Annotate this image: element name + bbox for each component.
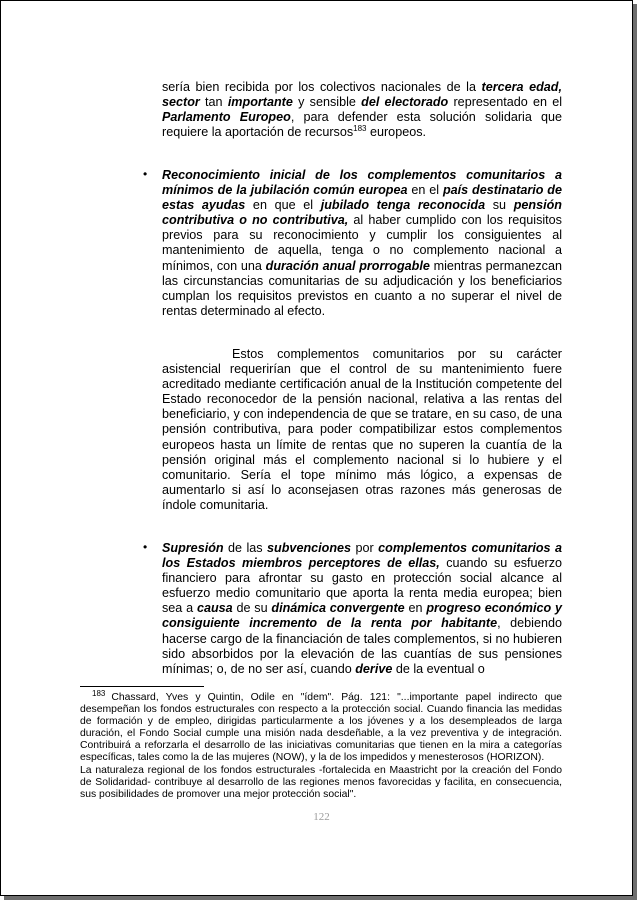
text-run: de las xyxy=(223,541,268,555)
paragraph-continuation xyxy=(162,80,562,140)
footnote-number-label: 183 xyxy=(92,689,106,698)
text-run: por xyxy=(351,541,379,555)
emphasis-run: complementos comunitarios a los Estados miembros perceptores de ellas, xyxy=(162,541,563,571)
emphasis-run: dinámica convergente xyxy=(271,601,405,616)
text-run: en xyxy=(404,601,427,616)
bullet-icon: • xyxy=(143,540,148,554)
footnote-text-second: La naturaleza regional de los fondos estructurales -fortalecida en Maastricht por la creación del Fondo de Solidaridad- contribuye al desarrollo de las regiones menos favorecidas y facilita, en consecuencia, sus posibilidades de promover una mejor protección social". xyxy=(80,764,562,800)
text-run: y sensible xyxy=(292,95,362,110)
footnote-reference[interactable]: 183 xyxy=(353,124,367,134)
emphasis-run: subvenciones xyxy=(267,541,352,555)
emphasis-run: derive xyxy=(355,661,393,676)
paragraph-complementos xyxy=(162,347,562,513)
text-run: sería bien recibida por los colectivos nacionales de la xyxy=(162,80,482,94)
emphasis-run: del electorado xyxy=(361,95,449,110)
footnote-text-first xyxy=(80,689,562,765)
text-run: , para defender esta solución solidaria que requiere la aportación de recursos xyxy=(162,110,562,140)
text-run: de su xyxy=(232,601,272,616)
emphasis-run: jubilado tenga reconocida xyxy=(320,198,486,213)
bullet-icon: • xyxy=(143,167,148,181)
text-run: cuando su esfuerzo financiero para afrontar su gasto en protección social alcance al esfuerzo medio comunitario que aporta la renta media europea; bien sea a xyxy=(162,556,563,616)
text-run: tan xyxy=(199,95,228,110)
text-run: en el xyxy=(407,183,443,198)
emphasis-run: importante xyxy=(227,95,293,110)
text-run: mientras permanezcan las circunstancias comunitarias de su adjudicación y los beneficiarios cumplan los requisitos previstos en cuanto a no superar el nivel de rentas determinado al efecto. xyxy=(162,258,562,318)
text-run: al haber cumplido con los requisitos previos para su reconocimiento y cumplir los consiguientes al mantenimiento de aquella, tenga o no complemento nacional a mínimos, con una xyxy=(162,213,562,273)
text-run: , debiendo hacerse cargo de la financiación de tales complementos, si no hubieren sido absorbidos por la elevación de las cuantías de sus pensiones mínimas; o, de no ser así, cuando xyxy=(162,616,563,676)
emphasis-run: Reconocimiento inicial de los complementos comunitarios a mínimos de la jubilación común europea xyxy=(162,168,562,198)
text-run: representado en el xyxy=(448,95,562,110)
footnote xyxy=(80,689,562,801)
emphasis-run: país destinatario de estas ayudas xyxy=(162,183,563,213)
emphasis-run: tercera edad, sector xyxy=(162,80,562,110)
text-run: Estos complementos comunitarios por su carácter asistencial requerirían que el control de su mantenimiento fuere acreditado mediante certificación anual de la Institución competente del Estado reconocedor de la pensión nacional, relativa a las rentas del beneficiario, y con independencia de que se tratare, en su caso, de una pensión contributiva, para poder compatibilizar estos complementos europeos hasta un límite de rentas que no superen la cuantía de la pensión original más el complemento nacional si lo hubiere y el comunitario. Sería el tope mínimo más lógico, a expensas de aumentarlo si así lo aconsejasen otras razones más generosas de índole comunitaria. xyxy=(162,347,562,512)
bullet-paragraph-reconocimiento xyxy=(162,168,562,319)
emphasis-run: Supresión xyxy=(162,541,224,555)
emphasis-run: duración anual prorrogable xyxy=(265,258,430,273)
text-run: Chassard, Yves y Quintin, Odile en "ídem". Pág. 121: "...importante papel indirecto que desempeñan los fondos estructurales con respecto a la protección social. Cuando financia las medidas de formación y de empleo, dirigidas particularmente a los jóvenes y a los desempleados de larga duración, el Fondo Social cumple una misión nada desdeñable, a la vez preventiva y de integración. Contribuirá a reforzarla el desarrollo de las iniciativas comunitarias que tienen en la mira a categorías específicas, tales como la de las mujeres (NOW), y la de los impedidos y menesterosos (HORIZON). xyxy=(80,692,562,764)
text-run: de la eventual o xyxy=(392,661,485,676)
bullet-paragraph-supresion xyxy=(162,541,562,677)
text-run: europeos. xyxy=(366,125,426,140)
emphasis-run: Parlamento Europeo xyxy=(162,110,291,125)
page-number: 122 xyxy=(313,811,330,823)
footnote-separator xyxy=(80,686,204,687)
text-run: su xyxy=(485,198,514,213)
emphasis-run: causa xyxy=(196,601,233,616)
footnote-number xyxy=(92,689,106,704)
emphasis-run: pensión contributiva o no contributiva, xyxy=(162,198,562,228)
text-run: en que el xyxy=(245,198,321,213)
emphasis-run: progreso económico y consiguiente incremento de la renta por habitante xyxy=(162,601,562,631)
